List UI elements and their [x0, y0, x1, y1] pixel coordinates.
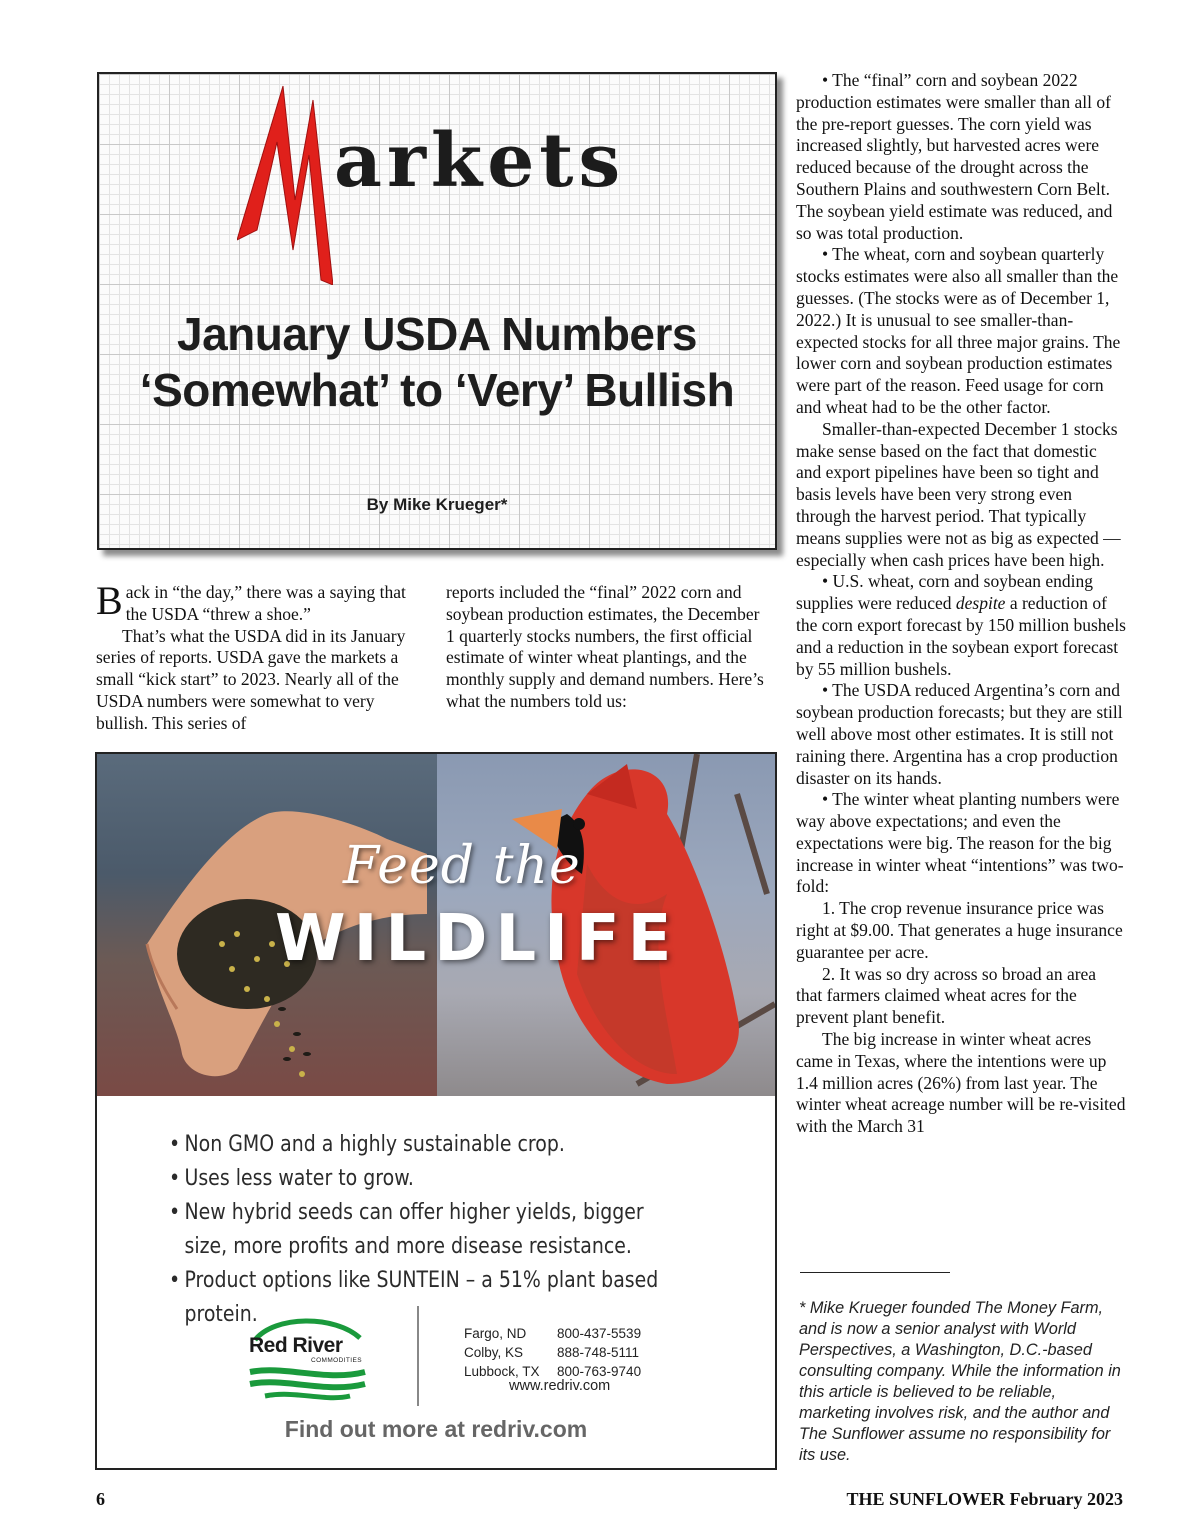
numbered-paragraph: 2. It was so dry across so broad an area that farmers claimed wheat acres for the prevent plant benefit.	[796, 963, 1097, 1028]
article-header	[97, 72, 777, 550]
article-column-2	[446, 582, 771, 713]
contact-row	[464, 1324, 641, 1343]
red-river-logo-text: Red River	[249, 1334, 343, 1357]
ad-bullet: • New hybrid seeds can offer higher yields, bigger size, more profits and more disease resistance.	[169, 1196, 668, 1264]
page-number: 6	[96, 1489, 105, 1509]
publication-line: THE SUNFLOWER February 2023	[846, 1489, 1123, 1509]
bullet-paragraph: • The “final” corn and soybean 2022 production estimates were smaller than all of the pre-report guesses. The corn yield was increased slightly, but harvested acres were reduced because of the drought across the Southern Plains and southwestern Corn Belt. The soybean yield estimate was reduced, and so was total production.	[796, 70, 1113, 243]
contact-phone[interactable]: 888-748-5111	[557, 1345, 640, 1360]
byline: By Mike Krueger*	[366, 495, 508, 514]
paragraph: That’s what the USDA did in its January series of reports. USDA gave the markets a small “kick start” to 2023. Nearly all of the USDA numbers were somewhat to very bullish. This series of	[96, 625, 406, 733]
contact-city: Fargo, ND	[464, 1326, 527, 1341]
drop-cap: B	[96, 578, 123, 623]
ad-bullet: • Uses less water to grow.	[169, 1162, 668, 1196]
paragraph: The big increase in winter wheat acres came in Texas, where the intentions were up 1.4 million acres (26%) from last year. The winter wheat acreage number will be re-visited with the March 31	[796, 1029, 1126, 1137]
footnote-divider	[800, 1272, 950, 1273]
section-title: arkets	[334, 118, 626, 204]
contact-list	[464, 1324, 641, 1381]
emphasis: despite	[955, 593, 1006, 614]
headline-line-2: ‘Somewhat’ to ‘Very’ Bullish	[139, 364, 735, 416]
contact-phone[interactable]: 800-437-5539	[557, 1326, 642, 1341]
bullet-paragraph: • The USDA reduced Argentina’s corn and soybean production forecasts; but they are still well above most other estimates. It is still not raining there. Argentina has a crop production disaster on its hands.	[796, 680, 1123, 788]
bullet-paragraph: • The winter wheat planting numbers were way above expectations; and even the expectations were big. The reason for the big increase in winter wheat “intentions” was two-fold:	[796, 789, 1124, 897]
paragraph-text: a reduction of the corn export forecast by 150 million bushels and a reduction in the soybean export forecast by 55 million bushels.	[796, 593, 1126, 679]
numbered-paragraph: 1. The crop revenue insurance price was right at $9.00. That generates a huge insurance guarantee per acre.	[796, 898, 1123, 962]
paragraph-text: • U.S. wheat, corn and soybean ending supplies were reduced	[796, 571, 1093, 614]
ad-bullet-list	[169, 1128, 668, 1332]
contact-city: Lubbock, TX	[464, 1364, 540, 1379]
contact-city: Colby, KS	[464, 1345, 524, 1360]
bullet-paragraph: • The wheat, corn and soybean quarterly stocks estimates were also all smaller than the guesses. (The stocks were as of December 1, 2022.) It is unusual to see smaller-than-expected stocks for all three major grains. The lower corn and soybean production estimates were part of the reason. Feed usage for corn and wheat had to be the other factor.	[796, 244, 1121, 417]
ad-call-to-action[interactable]: Find out more at redriv.com	[284, 1416, 588, 1442]
headline-line-1: January USDA Numbers	[176, 308, 697, 360]
ad-bullet: • Non GMO and a highly sustainable crop.	[169, 1128, 668, 1162]
paragraph-text: ack in “the day,” there was a saying that the USDA “threw a shoe.”	[125, 582, 406, 624]
advertisement[interactable]	[95, 752, 777, 1470]
author-footnote: * Mike Krueger founded The Money Farm, and is now a senior analyst with World Perspectives, a Washington, D.C.-based consulting company. While the information in this article is believed to be reliable, marketing involves risk, and the author and The Sunflower assume no responsibility for its use.	[799, 1299, 1121, 1464]
paragraph	[96, 578, 426, 626]
paragraph: reports included the “final” 2022 corn and soybean production estimates, the December 1 quarterly stocks numbers, the first official estimate of winter wheat plantings, and the monthly supply and demand numbers. Here’s what the numbers told us:	[446, 582, 764, 711]
bullet-paragraph	[796, 571, 1126, 680]
ad-bullet: • Product options like SUNTEIN – a 51% plant based protein.	[169, 1264, 668, 1332]
article-column-3	[796, 70, 1126, 1138]
ad-divider	[417, 1306, 419, 1406]
article-column-1	[96, 578, 426, 735]
contact-phone[interactable]: 800-763-9740	[557, 1364, 642, 1379]
paragraph: Smaller-than-expected December 1 stocks make sense based on the fact that domestic and export pipelines have been so tight and basis levels have been very strong even through the harvest period. That typically means supplies were not as big as expected — especially when cash prices have been high.	[796, 418, 1121, 570]
red-river-logo-subtext: COMMODITIES	[311, 1357, 362, 1364]
ad-script-headline: Feed the	[343, 836, 581, 896]
contact-row	[464, 1343, 641, 1362]
ad-website-link[interactable]: www.redriv.com	[509, 1378, 611, 1394]
headline	[99, 306, 775, 418]
ad-main-headline: WILDLIFE	[275, 902, 680, 976]
markets-m-logo	[237, 80, 333, 285]
